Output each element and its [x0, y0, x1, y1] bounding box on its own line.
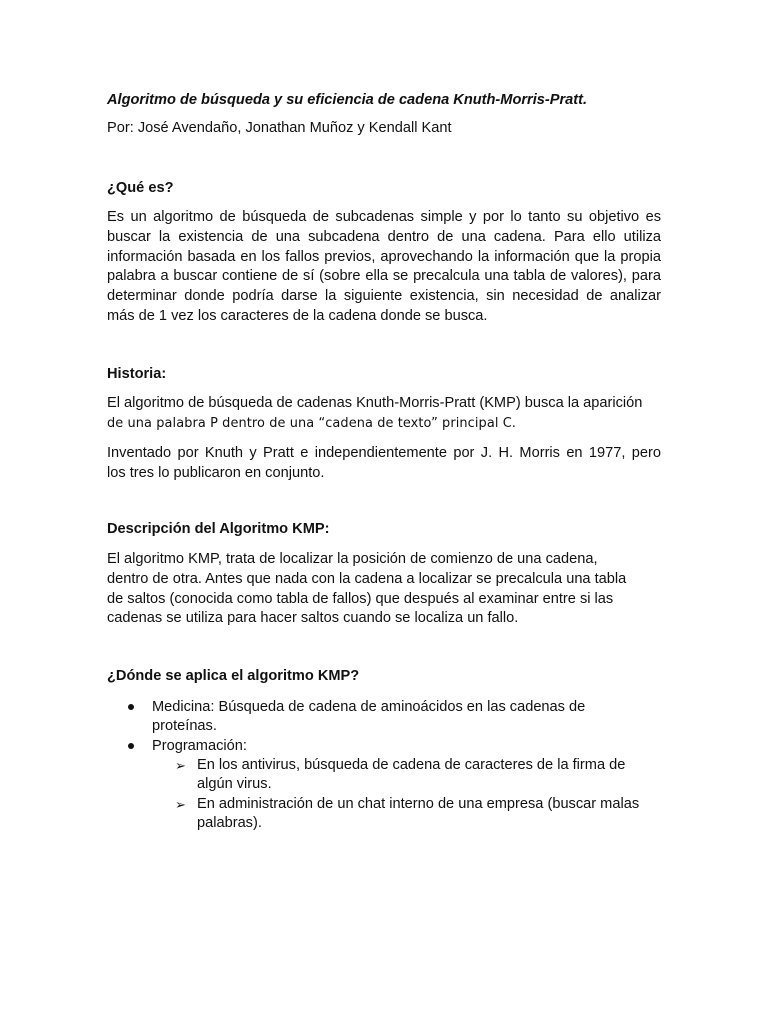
list-item: [107, 737, 661, 756]
list-item-text: proteínas.: [152, 718, 217, 734]
paragraph-line: información basada en los fallos previos, aprovechando la información que la propia: [107, 248, 661, 265]
list-item-text: algún virus.: [197, 776, 272, 792]
paragraph-historia: [107, 394, 661, 434]
paragraph-line: Es un algoritmo de búsqueda de subcadenas simple y por lo tanto su objetivo es: [107, 209, 661, 225]
document-authors: Por: José Avendaño, Jonathan Muñoz y Kendall Kant: [107, 120, 452, 136]
paragraph-line: Inventado por Knuth y Pratt e independientemente por J. H. Morris en 1977, pero: [107, 445, 661, 461]
paragraph-que-es: [107, 208, 661, 327]
bullet-icon: [128, 743, 134, 749]
list-item: [107, 698, 661, 736]
sub-list-item: [107, 756, 661, 794]
paragraph-line: dentro de otra. Antes que nada con la cadena a localizar se precalcula una tabla: [107, 570, 627, 587]
heading-aplicaciones: ¿Dónde se aplica el algoritmo KMP?: [107, 668, 360, 684]
sub-list-item: [107, 795, 661, 833]
paragraph-line: más de 1 vez los caracteres de la cadena donde se busca.: [107, 307, 488, 324]
paragraph-historia-2: [107, 444, 661, 484]
heading-que-es: ¿Qué es?: [107, 180, 174, 196]
list-item-text: En los antivirus, búsqueda de cadena de caracteres de la firma de: [197, 757, 626, 773]
arrow-bullet-icon: ➢: [175, 758, 186, 773]
paragraph-line: cadenas se utiliza para hacer saltos cuando se localiza un fallo.: [107, 610, 519, 627]
paragraph-descripcion: [107, 550, 661, 629]
list-item-text: En administración de un chat interno de una empresa (buscar malas: [197, 796, 640, 812]
list-item-text: Medicina: Búsqueda de cadena de aminoácidos en las cadenas de: [152, 699, 586, 715]
paragraph-line: palabra a buscar contiene de sí (sobre ella se precalcula una tabla de valores), para: [107, 268, 661, 285]
list-item-text: Programación:: [152, 738, 247, 754]
paragraph-line: determinar donde podría darse la siguiente existencia, sin necesidad de analizar: [107, 288, 661, 305]
applications-list: [107, 698, 661, 833]
document-title: Algoritmo de búsqueda y su eficiencia de cadena Knuth-Morris-Pratt.: [107, 92, 588, 108]
paragraph-line: de saltos (conocida como tabla de fallos) que después al examinar entre si las: [107, 590, 614, 607]
paragraph-line: de una palabra P dentro de una “cadena de texto” principal C.: [107, 415, 517, 431]
list-item-text: palabras).: [197, 815, 262, 831]
paragraph-line: buscar la existencia de una subcadena dentro de una cadena. Para ello utiliza: [107, 228, 661, 245]
heading-descripcion: Descripción del Algoritmo KMP:: [107, 521, 330, 537]
paragraph-line: El algoritmo KMP, trata de localizar la posición de comienzo de una cadena,: [107, 551, 598, 567]
arrow-bullet-icon: ➢: [175, 797, 186, 812]
heading-historia: Historia:: [107, 366, 167, 382]
paragraph-line: los tres lo publicaron en conjunto.: [107, 464, 325, 481]
bullet-icon: [128, 704, 134, 710]
paragraph-line: El algoritmo de búsqueda de cadenas Knuth-Morris-Pratt (KMP) busca la aparición: [107, 395, 643, 411]
